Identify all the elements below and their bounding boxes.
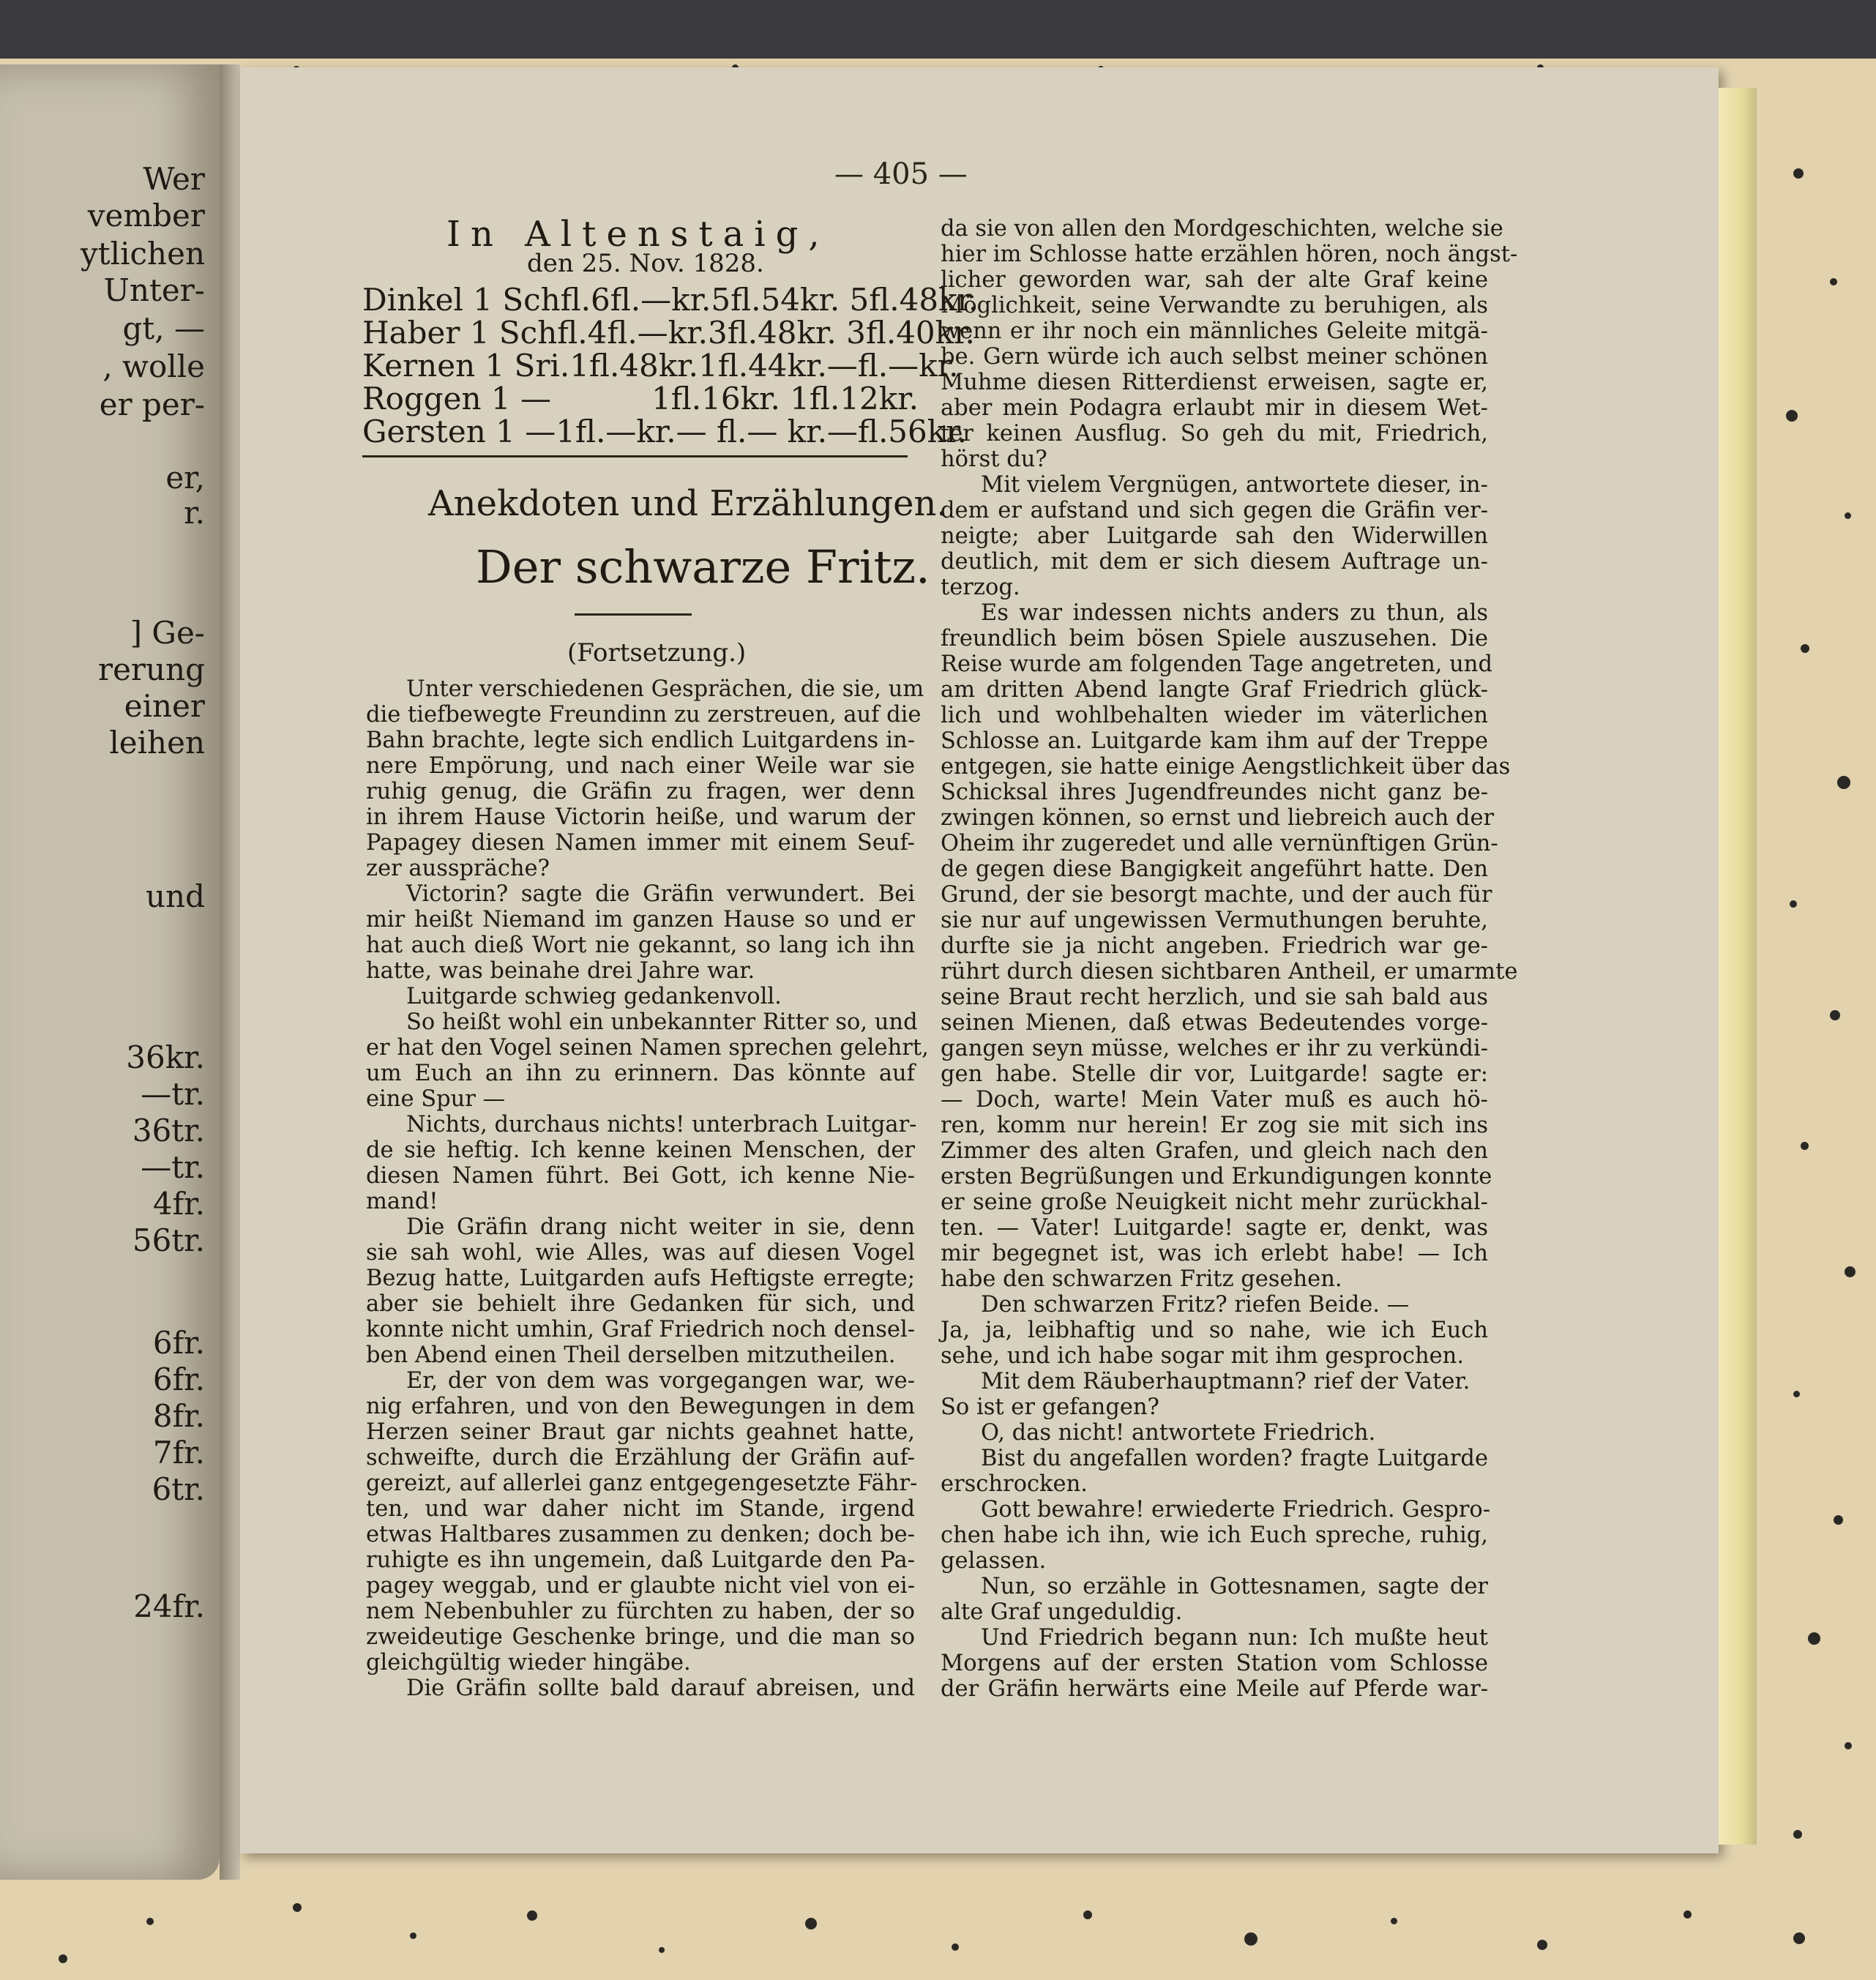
price-row <box>362 414 967 449</box>
text-line: er seine große Neuigkeit nicht mehr zurückhal- <box>941 1189 1488 1215</box>
text-line: hier im Schlosse hatte erzählen hören, noch ängst- <box>941 242 1518 267</box>
board-speckle <box>1786 410 1798 422</box>
board-speckle <box>59 1954 67 1963</box>
text-line: licher geworden war, sah der alte Graf keine <box>941 267 1488 293</box>
left-page-fragment: 6fr. <box>152 1325 205 1361</box>
left-page-fragment: 24fr. <box>133 1588 205 1624</box>
left-page-fragment: 8fr. <box>152 1398 205 1434</box>
text-line: gereizt, auf allerlei ganz entgegengesetzte Fähr- <box>366 1471 918 1496</box>
left-page-fragment: 36tr. <box>132 1113 205 1148</box>
board-speckle <box>1683 1910 1692 1919</box>
text-line: So ist er gefangen? <box>941 1394 1159 1420</box>
text-line: ren, komm nur herein! Er zog sie mit sich ins <box>941 1113 1488 1138</box>
text-line: Grund, der sie besorgt machte, und der auch für <box>941 882 1492 908</box>
text-line: — Doch, warte! Mein Vater muß es auch hö- <box>941 1087 1488 1113</box>
board-speckle <box>1830 1010 1840 1020</box>
text-line: der Gräfin herwärts eine Meile auf Pferde war- <box>941 1676 1488 1702</box>
text-line: ruhigte es ihn ungemein, daß Luitgarde den Pa- <box>366 1547 915 1573</box>
text-line: sehe, und ich habe sogar mit ihm gesprochen. <box>941 1343 1465 1369</box>
text-line: Ja, ja, leibhaftig und so nahe, wie ich Euch <box>941 1318 1488 1343</box>
board-speckle <box>1845 1742 1852 1749</box>
text-line: in ihrem Hause Victorin heiße, und warum der <box>366 804 915 830</box>
board-speckle <box>1537 1940 1547 1950</box>
price-grain: Dinkel 1 Schfl. <box>362 282 591 318</box>
text-line: schweifte, durch die Erzählung der Gräfin auf- <box>366 1445 915 1471</box>
text-line: hat auch dieß Wort nie gekannt, so lang ich ihn <box>366 933 915 958</box>
page-edge <box>1719 88 1757 1845</box>
price-values: 1fl.48kr.1fl.44kr.—fl.—kr. <box>569 348 959 384</box>
text-line: alte Graf ungeduldig. <box>941 1599 1183 1625</box>
text-line: ten, und war daher nicht im Stande, irgend <box>366 1496 915 1522</box>
text-line: Er, der von dem was vorgegangen war, we- <box>406 1368 915 1394</box>
text-line: Mit dem Räuberhauptmann? rief der Vater. <box>981 1369 1470 1394</box>
text-line: da sie von allen den Mordgeschichten, welche sie <box>941 216 1503 242</box>
board-speckle <box>1083 1910 1092 1919</box>
text-line: sie nur auf ungewissen Vermuthungen beruhte, <box>941 908 1488 933</box>
price-grain: Gersten 1 — <box>362 414 556 449</box>
text-line: eine Spur — <box>366 1086 506 1112</box>
text-line: Oheim ihr zugeredet und alle vernünftigen Grün- <box>941 831 1498 856</box>
left-text-column <box>366 676 929 1701</box>
text-line: Schicksal ihres Jugendfreundes nicht ganz be- <box>941 780 1488 805</box>
text-line: etwas Haltbares zusammen zu denken; doch be- <box>366 1522 915 1547</box>
left-page-fragment: er, <box>165 460 205 496</box>
board-speckle <box>410 1932 416 1939</box>
text-line: ter keinen Ausflug. So geh du mit, Friedrich, <box>941 421 1488 447</box>
text-line: de sie heftig. Ich kenne keinen Menschen, der <box>366 1137 915 1163</box>
text-line: Den schwarzen Fritz? riefen Beide. — <box>981 1292 1410 1318</box>
left-page <box>0 64 220 1880</box>
text-line: nem Nebenbuhler zu fürchten zu haben, der so <box>366 1599 915 1624</box>
board-speckle <box>293 1903 302 1912</box>
price-grain: Kernen 1 Sri. <box>362 348 570 384</box>
board-speckle <box>1837 776 1850 789</box>
text-line: Möglichkeit, seine Verwandte zu beruhigen, als <box>941 293 1488 318</box>
text-line: de gegen diese Bangigkeit angeführt hatte. Den <box>941 856 1488 882</box>
text-line: neigte; aber Luitgarde sah den Widerwillen <box>941 523 1488 549</box>
text-line: Gott bewahre! erwiederte Friedrich. Gespro- <box>981 1497 1491 1523</box>
board-speckle <box>952 1943 959 1951</box>
text-line: konnte nicht umhin, Graf Friedrich noch densel- <box>366 1317 915 1342</box>
left-page-fragment: ] Ge- <box>130 615 205 651</box>
text-line: rührt durch diesen sichtbaren Antheil, er umarmte <box>941 959 1518 985</box>
text-line: ten. — Vater! Luitgarde! sagte er, denkt, was <box>941 1215 1488 1241</box>
text-line: Reise wurde am folgenden Tage angetreten, und <box>941 651 1492 677</box>
section-divider <box>362 455 908 457</box>
left-page-fragment: —tr. <box>141 1076 205 1112</box>
board-speckle <box>1793 1830 1802 1839</box>
text-line: Zimmer des alten Grafen, und gleich nach den <box>941 1138 1488 1164</box>
text-line: hörst du? <box>941 447 1047 472</box>
text-line: wenn er ihr noch ein männliches Geleite mitgä- <box>941 318 1488 344</box>
price-values: 1fl.—kr.— fl.— kr.—fl.56kr. <box>556 414 967 449</box>
text-line: zwingen können, so ernst und liebreich auch der <box>941 805 1495 831</box>
text-line: Papagey diesen Namen immer mit einem Seuf- <box>366 830 915 856</box>
text-line: ben Abend einen Theil derselben mitzutheilen. <box>366 1342 896 1368</box>
text-line: lich und wohlbehalten wieder im väterlichen <box>941 703 1488 728</box>
text-line: am dritten Abend langte Graf Friedrich glück- <box>941 677 1488 703</box>
left-page-fragment: gt, — <box>122 310 205 346</box>
board-speckle <box>1793 1932 1805 1944</box>
text-line: Nichts, durchaus nichts! unterbrach Luitgar- <box>406 1112 917 1137</box>
price-grain: Roggen 1 — <box>362 381 552 416</box>
text-line: So heißt wohl ein unbekannter Ritter so, und <box>406 1009 918 1035</box>
text-line: gleichgültig wieder hingäbe. <box>366 1650 691 1675</box>
text-line: gelassen. <box>941 1548 1047 1574</box>
left-page-fragment: rerung <box>98 651 205 687</box>
text-line: Bahn brachte, legte sich endlich Luitgardens in- <box>366 728 915 753</box>
left-page-fragment: 7fr. <box>152 1435 205 1471</box>
text-line: deutlich, mit dem er sich diesem Auftrage un- <box>941 549 1488 575</box>
left-page-fragment: Wer <box>143 161 205 197</box>
right-text-column <box>941 216 1518 1702</box>
text-line: Victorin? sagte die Gräfin verwundert. Bei <box>406 881 915 907</box>
text-line: Schlosse an. Luitgarde kam ihm auf der Treppe <box>941 728 1488 754</box>
text-line: Nun, so erzähle in Gottesnamen, sagte der <box>981 1574 1488 1599</box>
text-line: Und Friedrich begann nun: Ich mußte heut <box>981 1625 1488 1651</box>
text-line: ersten Begrüßungen und Erkundigungen konnte <box>941 1164 1492 1189</box>
text-line: Herzen seiner Braut gar nichts geahnet hatte, <box>366 1419 915 1445</box>
text-line: die tiefbewegte Freundinn zu zerstreuen, auf die <box>366 702 922 728</box>
text-line: zer ausspräche? <box>366 856 550 881</box>
text-line: Es war indessen nichts anders zu thun, als <box>981 600 1488 626</box>
board-speckle <box>1801 644 1809 653</box>
text-line: terzog. <box>941 575 1020 600</box>
price-grain: Haber 1 Schfl. <box>362 315 588 351</box>
left-page-fragment: er per- <box>99 386 205 422</box>
price-values: 1fl.16kr. 1fl.12kr. <box>651 381 919 416</box>
left-page-fragment: ytlichen <box>81 236 205 272</box>
text-line: Bist du angefallen worden? fragte Luitgarde <box>981 1446 1488 1471</box>
text-line: chen habe ich ihn, wie ich Euch spreche, ruhig, <box>941 1523 1488 1548</box>
left-page-fragment: 6tr. <box>152 1471 205 1507</box>
text-line: habe den schwarzen Fritz gesehen. <box>941 1266 1342 1292</box>
board-speckle <box>805 1918 817 1929</box>
text-line: erschrocken. <box>941 1471 1088 1497</box>
left-page-fragment: 36kr. <box>126 1039 205 1075</box>
board-speckle <box>1834 1515 1843 1525</box>
board-speckle <box>1793 1391 1800 1397</box>
price-list-title: In Altenstaig, <box>446 214 830 255</box>
price-values: 4fl.—kr.3fl.48kr. 3fl.40kr. <box>587 315 975 351</box>
text-line: mand! <box>366 1189 438 1214</box>
text-line: Die Gräfin drang nicht weiter in sie, denn <box>406 1214 915 1240</box>
board-speckle <box>1801 1142 1809 1150</box>
text-line: Bezug hatte, Luitgarden aufs Heftigste erregte; <box>366 1266 915 1291</box>
left-page-fragment: und <box>146 878 205 914</box>
price-list-date: den 25. Nov. 1828. <box>527 249 764 278</box>
left-page-fragment: leihen <box>109 725 205 761</box>
title-divider <box>575 613 692 616</box>
board-speckle <box>1845 512 1851 519</box>
price-row <box>362 282 979 318</box>
board-speckle <box>527 1910 537 1921</box>
text-line: aber mein Podagra erlaubt mir in diesem Wet- <box>941 395 1488 421</box>
board-speckle <box>1845 1266 1856 1277</box>
section-heading: Anekdoten und Erzählungen. <box>428 483 948 524</box>
price-row <box>362 381 919 416</box>
board-speckle <box>1244 1932 1257 1946</box>
text-line: freundlich beim bösen Spiele auszusehen. Die <box>941 626 1488 651</box>
left-page-fragment: 6fr. <box>152 1361 205 1397</box>
board-speckle <box>146 1918 154 1925</box>
price-row <box>362 348 959 384</box>
text-line: seinen Mienen, daß etwas Bedeutendes vorge- <box>941 1010 1488 1036</box>
text-line: mir begegnet ist, was ich erlebt habe! — Ich <box>941 1241 1488 1266</box>
left-page-fragment: vember <box>87 198 205 234</box>
board-speckle <box>1790 900 1797 908</box>
board-speckle <box>1793 168 1804 179</box>
text-line: um Euch an ihn zu erinnern. Das könnte auf <box>366 1061 915 1086</box>
text-line: zweideutige Geschenke bringe, und die man so <box>366 1624 915 1650</box>
continuation-note: (Fortsetzung.) <box>567 638 747 668</box>
text-line: gangen seyn müsse, welches er ihr zu verkündi- <box>941 1036 1488 1061</box>
board-speckle <box>659 1947 665 1953</box>
left-page-fragment: 4fr. <box>152 1186 205 1222</box>
price-values: 6fl.—kr.5fl.54kr. 5fl.48kr. <box>591 282 979 318</box>
text-line: durfte sie ja nicht angeben. Friedrich war ge- <box>941 933 1488 959</box>
text-line: Die Gräfin sollte bald darauf abreisen, und <box>406 1675 915 1701</box>
text-line: pagey weggab, und er glaubte nicht viel von ei- <box>366 1573 915 1599</box>
text-line: seine Braut recht herzlich, und sie sah bald aus <box>941 985 1488 1010</box>
story-title: Der schwarze Fritz. <box>476 540 930 594</box>
text-line: Morgens auf der ersten Station vom Schlosse <box>941 1651 1488 1676</box>
text-line: gen habe. Stelle dir vor, Luitgarde! sagte er: <box>941 1061 1488 1087</box>
left-page-fragment: , wolle <box>102 348 205 384</box>
board-speckle <box>1391 1918 1397 1924</box>
text-line: dem er aufstand und sich gegen die Gräfin ver- <box>941 498 1488 523</box>
text-line: aber sie behielt ihre Gedanken für sich, und <box>366 1291 915 1317</box>
text-line: ruhig genug, die Gräfin zu fragen, wer denn <box>366 779 915 804</box>
left-page-fragment: einer <box>124 688 205 724</box>
book-gutter <box>220 64 240 1880</box>
board-speckle <box>1830 278 1837 285</box>
left-page-fragment: —tr. <box>141 1149 205 1185</box>
board-speckle <box>1808 1632 1820 1645</box>
text-line: nig erfahren, und von den Bewegungen in dem <box>366 1394 915 1419</box>
text-line: Mit vielem Vergnügen, antwortete dieser, in- <box>981 472 1488 498</box>
text-line: er hat den Vogel seinen Namen sprechen gelehrt, <box>366 1035 929 1061</box>
text-line: O, das nicht! antwortete Friedrich. <box>981 1420 1376 1446</box>
text-line: sie sah wohl, wie Alles, was auf diesen Vogel <box>366 1240 915 1266</box>
text-line: nere Empörung, und nach einer Weile war sie <box>366 753 915 779</box>
page-number: — 405 — <box>834 157 968 191</box>
text-line: Muhme diesen Ritterdienst erweisen, sagte er, <box>941 370 1488 395</box>
text-line: Unter verschiedenen Gesprächen, die sie, um <box>406 676 924 702</box>
text-line: be. Gern würde ich auch selbst meiner schönen <box>941 344 1488 370</box>
price-row <box>362 315 975 351</box>
left-page-fragment: Unter- <box>103 272 205 308</box>
text-line: hatte, was beinahe drei Jahre war. <box>366 958 755 984</box>
text-line: mir heißt Niemand im ganzen Hause so und er <box>366 907 915 933</box>
left-page-fragment: 56tr. <box>132 1222 205 1258</box>
text-line: entgegen, sie hatte einige Aengstlichkeit über das <box>941 754 1511 780</box>
text-line: diesen Namen führt. Bei Gott, ich kenne Nie- <box>366 1163 915 1189</box>
left-page-fragment: r. <box>184 495 205 531</box>
text-line: Luitgarde schwieg gedankenvoll. <box>406 984 782 1009</box>
